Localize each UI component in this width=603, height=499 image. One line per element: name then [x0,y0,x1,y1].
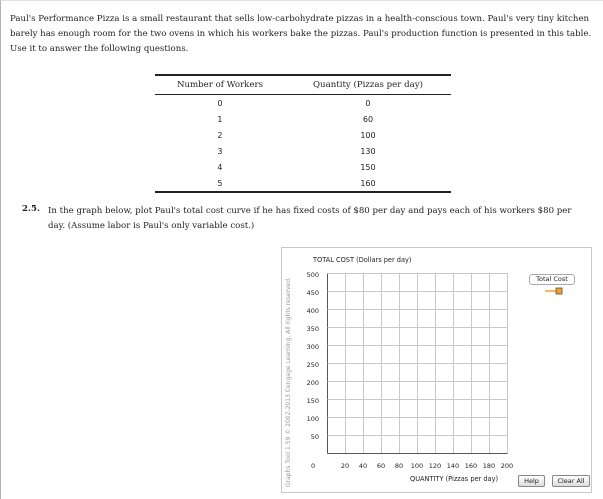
y-tick-label: 100 [306,415,319,423]
workers-cell: 3 [217,146,223,156]
workers-cell: 4 [217,162,223,172]
y-tick-label: 250 [306,361,319,369]
y-tick-label: 300 [306,343,319,351]
table-row [155,159,451,175]
table-row [155,175,451,192]
x-tick-label: 200 [500,462,514,470]
table-row [155,111,451,127]
question-number: 2.5. [22,204,40,214]
production-table [155,74,451,193]
total-cost-drawing-tool[interactable] [543,286,565,296]
tool-marker-icon [556,288,562,294]
total-cost-legend-label: Total Cost [529,274,575,285]
quantity-cell: 0 [365,98,371,108]
y-tick-label: 500 [306,271,319,279]
x-tick-label: 60 [376,462,386,470]
x-tick-label: 160 [464,462,478,470]
quantity-cell: 160 [285,175,451,192]
x-tick-label: 80 [394,462,404,470]
intro-paragraph: Paul's Performance Pizza is a small restaurant that sells low-carbohydrate pizzas in a health-conscious town. Paul's very tiny kitchen barely has enough room for the two ovens in which his workers bake the pizzas. Paul's production function is presented in this table. Use it to answer the following questions. [10,14,592,54]
help-button[interactable]: Help [518,475,545,487]
workers-cell: 1 [217,114,223,124]
x-tick-label: 180 [482,462,496,470]
y-tick-label: 50 [310,433,319,441]
quantity-cell: 150 [360,162,376,172]
x-tick-label: 140 [446,462,460,470]
plot-grid [328,274,508,454]
copyright-notice: Graphs Tool 1.59 © 2002-2013 Cengage Learning. All rights reserved. [285,277,292,487]
y-tick-label: 150 [306,397,319,405]
table-row [155,127,451,143]
y-tick-label: 450 [306,289,319,297]
plot-area[interactable] [327,273,508,454]
x-tick-label: 100 [410,462,424,470]
x-tick-label: 20 [340,462,350,470]
workers-cell: 2 [217,130,223,140]
origin-label: 0 [311,462,316,470]
table-header-quantity: Quantity (Pizzas per day) [285,75,451,95]
table-row [155,95,451,112]
quantity-cell: 60 [362,114,374,124]
y-tick-label: 400 [306,307,319,315]
clear-all-button[interactable]: Clear All [552,475,590,487]
table-header-row [155,75,451,95]
quantity-cell: 100 [360,130,376,140]
workers-cell: 5 [155,175,285,192]
x-tick-label: 120 [428,462,442,470]
workers-cell: 0 [217,98,223,108]
table-header-workers: Number of Workers [155,75,285,95]
x-tick-label: 40 [358,462,368,470]
y-axis-title: TOTAL COST (Dollars per day) [313,256,412,264]
x-axis-title: QUANTITY (Pizzas per day) [410,475,499,483]
table-row [155,143,451,159]
y-tick-label: 200 [306,379,319,387]
question-text: In the graph below, plot Paul's total cost curve if he has fixed costs of $80 per day and pays each of his workers $80 per day. (Assume labor is Paul's only variable cost.) [48,206,572,231]
y-tick-label: 350 [306,325,319,333]
quantity-cell: 130 [360,146,376,156]
